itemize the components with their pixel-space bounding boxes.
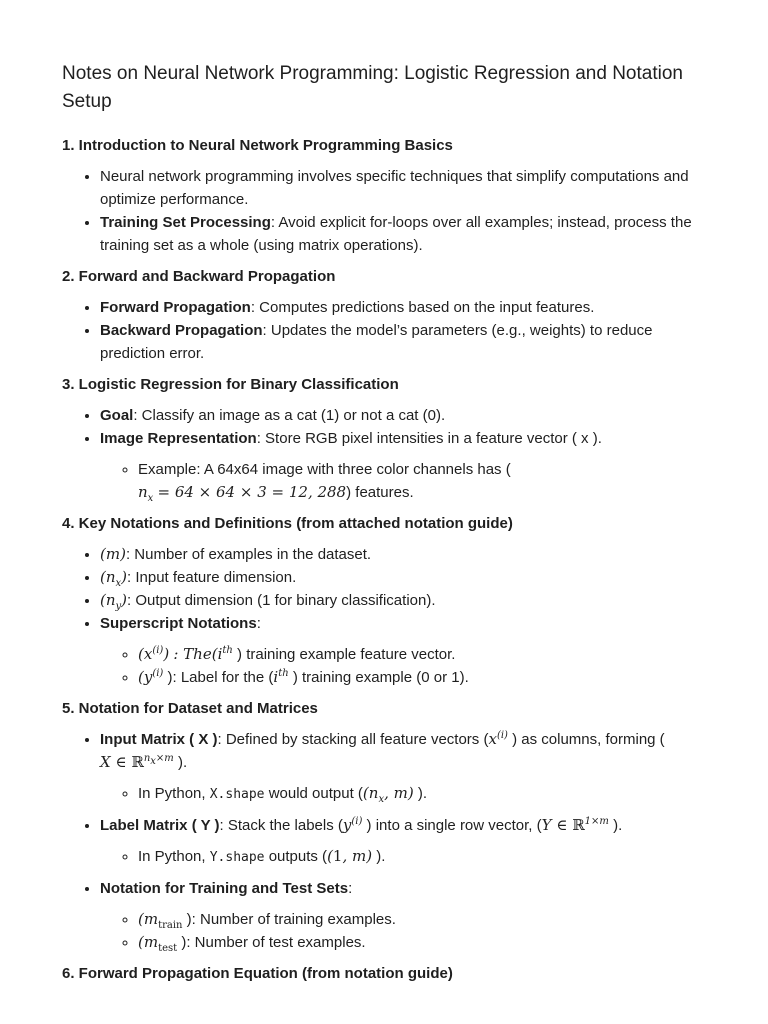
sub-list <box>100 908 720 954</box>
item-text: ): Number of test examples. <box>177 934 366 951</box>
section-1-list <box>62 165 720 257</box>
item-text: : Number of examples in the dataset. <box>125 546 372 563</box>
list-item <box>100 612 720 689</box>
item-bold: Goal <box>100 407 134 424</box>
list-item <box>100 877 720 954</box>
section-3-heading: 3. Logistic Regression for Binary Classification <box>62 376 399 393</box>
item-text: ). <box>608 817 623 834</box>
item-text: : Input feature dimension. <box>127 569 297 586</box>
math-xi: $(x^{(i)})$ <box>138 645 170 663</box>
math-y-in-r: Y ∈ ℝ$^{1\times m}$ <box>541 816 609 834</box>
section-4-heading: 4. Key Notations and Definitions (from attached notation guide) <box>62 515 513 532</box>
section-5-heading: 5. Notation for Dataset and Matrices <box>62 700 318 717</box>
list-item <box>100 211 720 257</box>
sub-list <box>100 458 720 504</box>
list-item <box>100 165 720 211</box>
math-nx: $(n_x)$ <box>100 568 128 589</box>
math-xi: $x^{(i)}$ <box>488 730 508 748</box>
item-text: ) features. <box>346 484 414 501</box>
item-text: ): Number of training examples. <box>182 911 396 928</box>
list-item <box>100 728 720 806</box>
item-text: : <box>256 615 261 632</box>
list-item <box>100 404 720 427</box>
item-text: : Updates the model’s parameters (e.g., weights) to reduce prediction error. <box>100 322 653 362</box>
item-text: : Output dimension (1 for binary classification). <box>127 592 436 609</box>
code-y-shape: Y.shape <box>209 850 265 865</box>
item-text: : <box>348 880 353 897</box>
item-text: outputs ( <box>268 848 328 865</box>
sub-list <box>100 782 720 806</box>
item-bold: Training Set Processing <box>100 214 271 231</box>
item-bold: Input Matrix ( X ) <box>100 731 218 748</box>
math-yi: ($y^{(i)}$ <box>138 668 164 686</box>
item-text: ) training example (0 or 1). <box>288 669 469 686</box>
math-yi: $y^{(i)}$ <box>342 816 363 834</box>
math-ith: $i^{th}$ <box>217 645 233 663</box>
item-text: : Store RGB pixel intensities in a feature vector ( x ). <box>256 430 602 447</box>
math-nx: $n_x$ <box>138 483 154 504</box>
item-text: ). <box>173 754 188 771</box>
item-text: ). <box>413 785 428 802</box>
math-m: (m) <box>100 545 126 563</box>
list-item <box>100 566 720 589</box>
section-4-list <box>62 543 720 689</box>
sub-list-item <box>138 666 720 689</box>
math-shape-x: ($n_x$, m) <box>362 784 414 805</box>
list-item <box>100 543 720 566</box>
item-text: ) into a single row vector, ( <box>362 817 542 834</box>
item-text: : Avoid explicit for-loops over all examples; instead, process the training set as a whole (using matrix operations). <box>100 214 692 254</box>
item-text: : Computes predictions based on the input features. <box>250 299 595 316</box>
item-text: In Python, <box>138 785 206 802</box>
item-text: Example: A 64x64 image with three color channels has ( <box>138 461 511 478</box>
sub-list-item <box>138 782 720 806</box>
math-x-in-r: X ∈ ℝ$^{n_x\times m}$ <box>100 753 174 771</box>
list-item <box>100 427 720 504</box>
math-ith: $i^{th}$ <box>273 668 289 686</box>
item-text: : Classify an image as a cat (1) or not a cat (0). <box>133 407 446 424</box>
math-ny: $(n_y)$ <box>100 591 128 612</box>
math-m-train: ($m_{train}$ <box>138 910 183 931</box>
math-shape-y: (1, m) <box>327 847 373 865</box>
list-item <box>100 296 720 319</box>
item-bold: Forward Propagation <box>100 299 251 316</box>
item-bold: Notation for Training and Test Sets <box>100 880 349 897</box>
section-2-heading: 2. Forward and Backward Propagation <box>62 268 336 285</box>
list-item <box>100 814 720 869</box>
sub-list <box>100 643 720 689</box>
item-text: ) training example feature vector. <box>232 646 456 663</box>
list-item <box>100 589 720 612</box>
section-6-heading: 6. Forward Propagation Equation (from notation guide) <box>62 965 453 982</box>
math-equation: = 64 × 64 × 3 = 12, 288 <box>157 483 347 501</box>
sub-list-item <box>138 643 720 666</box>
section-1-heading: 1. Introduction to Neural Network Programming Basics <box>62 137 453 154</box>
sub-list-item <box>138 931 720 954</box>
item-text: ): Label for the ( <box>163 669 274 686</box>
item-text: : Defined by stacking all feature vectors ( <box>217 731 489 748</box>
item-text: In Python, <box>138 848 206 865</box>
list-item <box>100 319 720 365</box>
section-3-list <box>62 404 720 504</box>
section-2-list <box>62 296 720 365</box>
item-text: ). <box>372 848 386 865</box>
sub-list-item <box>138 458 720 504</box>
item-bold: Backward Propagation <box>100 322 263 339</box>
item-text: would output ( <box>268 785 363 802</box>
page-title: Notes on Neural Network Programming: Logistic Regression and Notation Setup <box>62 63 683 112</box>
section-5-list <box>62 728 720 954</box>
code-x-shape: X.shape <box>209 787 265 802</box>
item-bold: Image Representation <box>100 430 257 447</box>
item-text: : Stack the labels ( <box>219 817 343 834</box>
math-m-test: ($m_{test}$ <box>138 933 178 954</box>
math-the: : The( <box>173 645 218 663</box>
sub-list-item <box>138 908 720 931</box>
sub-list-item <box>138 845 720 869</box>
item-bold: Label Matrix ( Y ) <box>100 817 220 834</box>
item-text: ) as columns, forming ( <box>507 731 665 748</box>
sub-list <box>100 845 720 869</box>
item-bold: Superscript Notations <box>100 615 257 632</box>
item-text: Neural network programming involves specific techniques that simplify computations and optimize performance. <box>100 168 689 208</box>
